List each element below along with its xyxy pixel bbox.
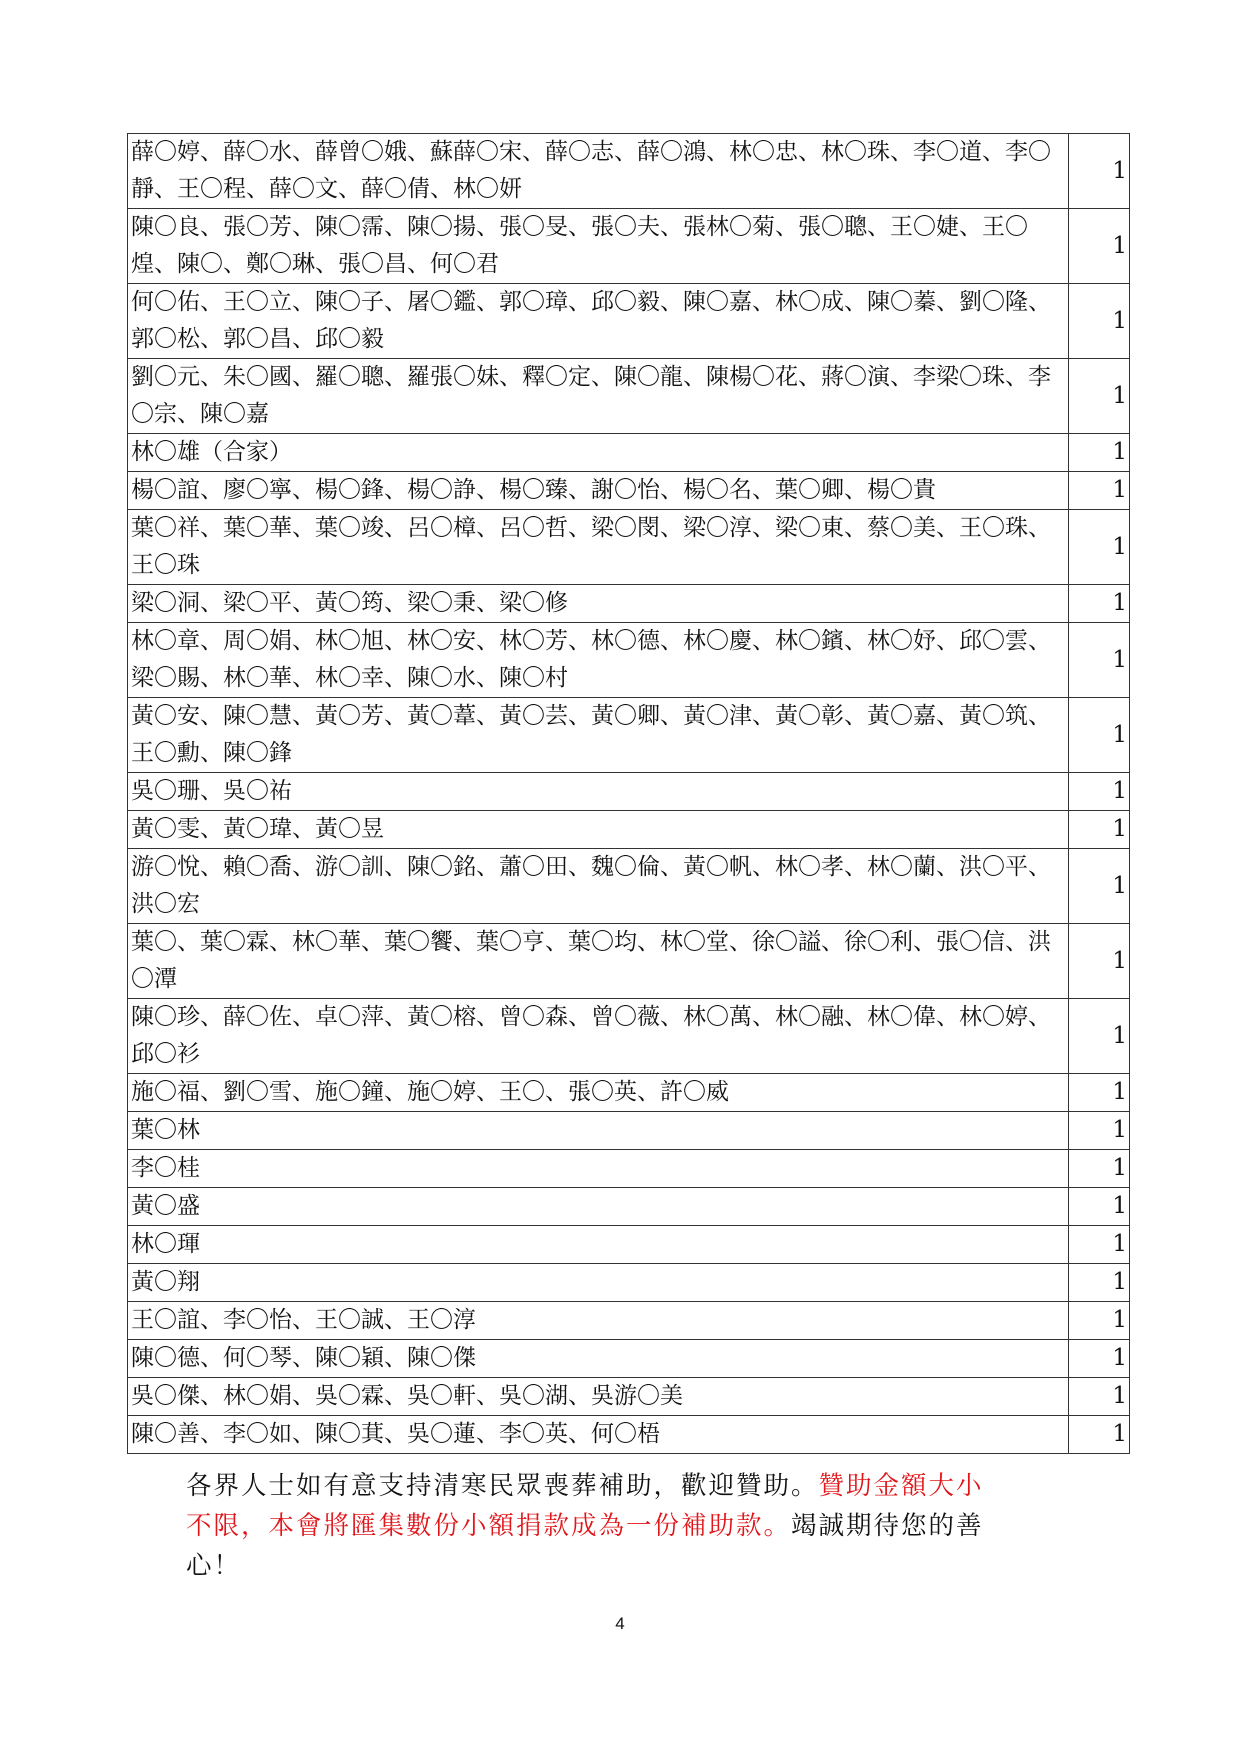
donation-count-cell: 1	[1069, 1264, 1130, 1302]
donor-names-cell: 施〇福、劉〇雪、施〇鐘、施〇婷、王〇、張〇英、許〇威	[128, 1074, 1069, 1112]
donation-count-cell: 1	[1069, 1188, 1130, 1226]
donor-names-cell: 黃〇安、陳〇慧、黃〇芳、黃〇葦、黃〇芸、黃〇卿、黃〇津、黃〇彰、黃〇嘉、黃〇筑、王〇勳、陳〇鋒	[128, 698, 1069, 773]
table-row	[128, 698, 1130, 773]
table-row	[128, 1340, 1130, 1378]
table-row	[128, 209, 1130, 284]
page-number: 4	[615, 1614, 625, 1633]
donation-count-cell: 1	[1069, 1302, 1130, 1340]
table-row	[128, 999, 1130, 1074]
donor-names-cell: 黃〇雯、黃〇瑋、黃〇昱	[128, 811, 1069, 849]
donor-names-cell: 林〇章、周〇娟、林〇旭、林〇安、林〇芳、林〇德、林〇慶、林〇鑌、林〇妤、邱〇雲、梁〇賜、林〇華、林〇幸、陳〇水、陳〇村	[128, 623, 1069, 698]
table-row	[128, 359, 1130, 434]
donation-count-cell: 1	[1069, 1112, 1130, 1150]
donor-names-cell: 游〇悅、賴〇喬、游〇訓、陳〇銘、蕭〇田、魏〇倫、黃〇帆、林〇孝、林〇蘭、洪〇平、洪〇宏	[128, 849, 1069, 924]
donor-names-cell: 黃〇翔	[128, 1264, 1069, 1302]
donor-names-cell: 林〇琿	[128, 1226, 1069, 1264]
donation-count-cell: 1	[1069, 1378, 1130, 1416]
donation-count-cell: 1	[1069, 1226, 1130, 1264]
table-row	[128, 585, 1130, 623]
donation-count-cell: 1	[1069, 134, 1130, 209]
donation-count-cell: 1	[1069, 773, 1130, 811]
donor-names-cell: 薛〇婷、薛〇水、薛曾〇娥、蘇薛〇宋、薛〇志、薛〇鴻、林〇忠、林〇珠、李〇道、李〇靜、王〇程、薛〇文、薛〇倩、林〇妍	[128, 134, 1069, 209]
table-row	[128, 623, 1130, 698]
donation-count-cell: 1	[1069, 698, 1130, 773]
footer-text-closing: 竭誠期待您的善心！	[186, 1511, 984, 1581]
donor-names-cell: 陳〇善、李〇如、陳〇萁、吳〇蓮、李〇英、何〇梧	[128, 1416, 1069, 1454]
table-row	[128, 1188, 1130, 1226]
donation-count-cell: 1	[1069, 924, 1130, 999]
donor-names-cell: 王〇誼、李〇怡、王〇誠、王〇淳	[128, 1302, 1069, 1340]
table-row	[128, 1226, 1130, 1264]
donor-names-cell: 陳〇良、張〇芳、陳〇霈、陳〇揚、張〇旻、張〇夫、張林〇菊、張〇聰、王〇婕、王〇煌、陳〇、鄭〇琳、張〇昌、何〇君	[128, 209, 1069, 284]
donation-count-cell: 1	[1069, 811, 1130, 849]
donation-count-cell: 1	[1069, 1416, 1130, 1454]
donor-names-cell: 葉〇、葉〇霖、林〇華、葉〇饗、葉〇亨、葉〇均、林〇堂、徐〇謚、徐〇利、張〇信、洪〇潭	[128, 924, 1069, 999]
table-row	[128, 1074, 1130, 1112]
donor-names-cell: 林〇雄（合家）	[128, 434, 1069, 472]
donor-list-body	[128, 134, 1130, 1454]
table-row	[128, 1302, 1130, 1340]
donor-names-cell: 楊〇誼、廖〇寧、楊〇鋒、楊〇諍、楊〇臻、謝〇怡、楊〇名、葉〇卿、楊〇貴	[128, 472, 1069, 510]
footer-text-black: 各界人士如有意支持清寒民眾喪葬補助，歡迎贊助。	[186, 1471, 819, 1501]
table-row	[128, 849, 1130, 924]
table-row	[128, 510, 1130, 585]
donation-count-cell: 1	[1069, 585, 1130, 623]
table-row	[128, 1378, 1130, 1416]
table-row	[128, 1150, 1130, 1188]
donation-count-cell: 1	[1069, 849, 1130, 924]
donation-count-cell: 1	[1069, 359, 1130, 434]
table-row	[128, 773, 1130, 811]
donor-names-cell: 梁〇洞、梁〇平、黃〇筠、梁〇秉、梁〇修	[128, 585, 1069, 623]
donor-names-cell: 葉〇林	[128, 1112, 1069, 1150]
donation-count-cell: 1	[1069, 1340, 1130, 1378]
donation-count-cell: 1	[1069, 472, 1130, 510]
table-row	[128, 1112, 1130, 1150]
donor-names-cell: 陳〇德、何〇琴、陳〇穎、陳〇傑	[128, 1340, 1069, 1378]
donor-names-cell: 何〇佑、王〇立、陳〇子、屠〇鑑、郭〇璋、邱〇毅、陳〇嘉、林〇成、陳〇蓁、劉〇隆、郭〇松、郭〇昌、邱〇毅	[128, 284, 1069, 359]
donor-names-cell: 葉〇祥、葉〇華、葉〇竣、呂〇樟、呂〇哲、梁〇閔、梁〇淳、梁〇東、蔡〇美、王〇珠、王〇珠	[128, 510, 1069, 585]
donation-count-cell: 1	[1069, 623, 1130, 698]
donation-count-cell: 1	[1069, 510, 1130, 585]
donation-count-cell: 1	[1069, 999, 1130, 1074]
donation-count-cell: 1	[1069, 1150, 1130, 1188]
donation-count-cell: 1	[1069, 209, 1130, 284]
table-row	[128, 134, 1130, 209]
table-row	[128, 284, 1130, 359]
donation-count-cell: 1	[1069, 1074, 1130, 1112]
donor-names-cell: 吳〇傑、林〇娟、吳〇霖、吳〇軒、吳〇湖、吳游〇美	[128, 1378, 1069, 1416]
footer-note	[186, 1466, 996, 1586]
donor-names-cell: 黃〇盛	[128, 1188, 1069, 1226]
donor-names-cell: 劉〇元、朱〇國、羅〇聰、羅張〇妹、釋〇定、陳〇龍、陳楊〇花、蔣〇演、李梁〇珠、李〇宗、陳〇嘉	[128, 359, 1069, 434]
donor-names-cell: 陳〇珍、薛〇佐、卓〇萍、黃〇榕、曾〇森、曾〇薇、林〇萬、林〇融、林〇偉、林〇婷、邱〇衫	[128, 999, 1069, 1074]
table-row	[128, 811, 1130, 849]
footer-text-red: 贊助金額大小不限，本會將匯集數份小額捐款成為一份補助款。	[186, 1471, 984, 1541]
table-row	[128, 1264, 1130, 1302]
donor-list-table	[127, 133, 1130, 1454]
donation-count-cell: 1	[1069, 434, 1130, 472]
donation-count-cell: 1	[1069, 284, 1130, 359]
donor-names-cell: 李〇桂	[128, 1150, 1069, 1188]
table-row	[128, 1416, 1130, 1454]
table-row	[128, 434, 1130, 472]
donor-names-cell: 吳〇珊、吳〇祐	[128, 773, 1069, 811]
table-row	[128, 472, 1130, 510]
table-row	[128, 924, 1130, 999]
